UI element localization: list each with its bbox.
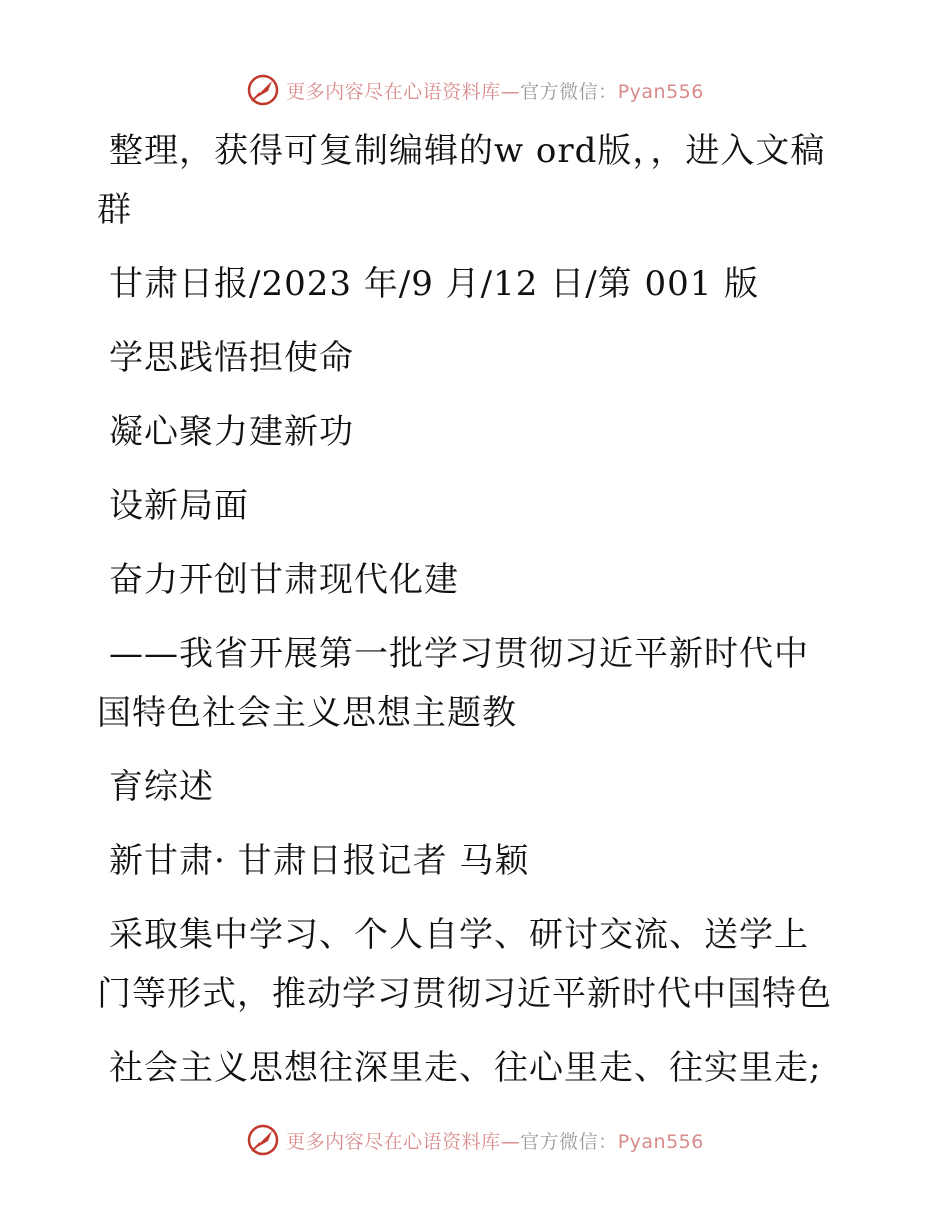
subheadline-end: 育综述 bbox=[109, 767, 214, 807]
paragraph-source-line: 甘肃日报/2023 年/9 月/12 日/第 001 版 bbox=[109, 264, 760, 304]
watermark-text bbox=[286, 1127, 704, 1154]
feather-quill-logo-icon bbox=[246, 73, 280, 107]
subheadline: ——我省开展第一批学习贯彻习近平新时代中国特色社会主义思想主题教 bbox=[97, 634, 809, 733]
watermark-brand: 更多内容尽在心语资料库 bbox=[286, 1130, 501, 1153]
footer-watermark bbox=[0, 1120, 950, 1160]
headline-line-3: 设新局面 bbox=[109, 486, 249, 526]
byline: 新甘肃· 甘肃日报记者 马颖 bbox=[109, 841, 530, 881]
watermark-wechat-label: 官方微信： bbox=[520, 80, 618, 103]
paragraph-intro: 整理，获得可复制编辑的w ord版，，进入文稿群 bbox=[97, 131, 826, 230]
header-watermark bbox=[0, 70, 950, 110]
feather-quill-logo-icon bbox=[246, 1123, 280, 1157]
watermark-dash: — bbox=[500, 1130, 521, 1153]
watermark-wechat-id: Pyan556 bbox=[617, 80, 704, 103]
watermark-dash: — bbox=[500, 80, 521, 103]
watermark-wechat-id: Pyan556 bbox=[617, 1130, 704, 1153]
body-paragraph-1: 采取集中学习、个人自学、研讨交流、送学上门等形式，推动学习贯彻习近平新时代中国特色 bbox=[97, 915, 832, 1014]
document-body bbox=[97, 122, 837, 1113]
body-paragraph-2: 社会主义思想往深里走、往心里走、往实里走; bbox=[109, 1048, 822, 1088]
watermark-wechat-label: 官方微信： bbox=[520, 1130, 618, 1153]
watermark-text bbox=[286, 77, 704, 104]
headline-line-1: 学思践悟担使命 bbox=[109, 338, 354, 378]
headline-line-2: 凝心聚力建新功 bbox=[109, 412, 354, 452]
watermark-brand: 更多内容尽在心语资料库 bbox=[286, 80, 501, 103]
headline-line-4: 奋力开创甘肃现代化建 bbox=[109, 560, 459, 600]
